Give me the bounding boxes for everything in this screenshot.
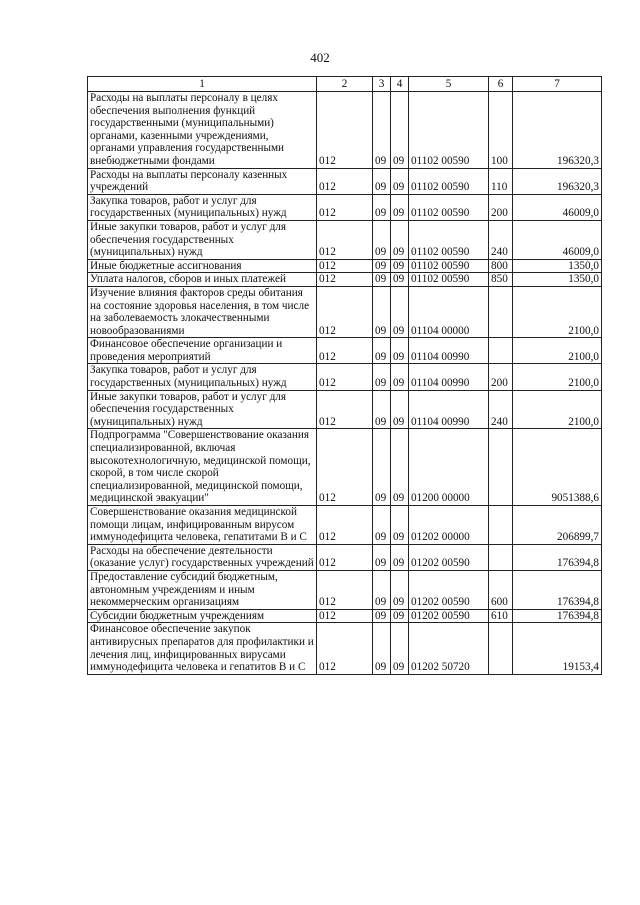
expense-type-code: 240 [489, 390, 513, 429]
header-cell: 6 [489, 77, 513, 92]
row-name: Финансовое обеспечение закупок антивирусных препаратов для профилактики и лечения лиц, инфицированных вирусами иммунодефицита человека и гепатитов В и С [88, 623, 317, 674]
ministry-code: 012 [317, 168, 373, 194]
subsection-code: 09 [391, 609, 409, 623]
row-name: Расходы на выплаты персоналу казенных учреждений [88, 168, 317, 194]
row-name: Расходы на обеспечение деятельности (оказание услуг) государственных учреждений [88, 544, 317, 570]
row-name: Расходы на выплаты персоналу в целях обеспечения выполнения функций государственными (муниципальными) органами, казенными учреждениями, органами управления государственными внебюджетными фондами [88, 92, 317, 169]
expense-type-code: 800 [489, 259, 513, 273]
page-number: 402 [310, 50, 330, 65]
ministry-code: 012 [317, 92, 373, 169]
ministry-code: 012 [317, 544, 373, 570]
table-row [88, 92, 602, 169]
expense-type-code: 200 [489, 364, 513, 390]
section-code: 09 [373, 286, 391, 337]
table-row [88, 609, 602, 623]
subsection-code: 09 [391, 570, 409, 609]
header-cell: 5 [409, 77, 489, 92]
amount: 2100,0 [513, 286, 602, 337]
ministry-code: 012 [317, 570, 373, 609]
target-code: 01102 00590 [409, 168, 489, 194]
row-name: Закупка товаров, работ и услуг для государственных (муниципальных) нужд [88, 364, 317, 390]
amount: 206899,7 [513, 506, 602, 545]
expense-type-code [489, 338, 513, 364]
amount: 2100,0 [513, 364, 602, 390]
subsection-code: 09 [391, 259, 409, 273]
amount: 176394,8 [513, 570, 602, 609]
ministry-code: 012 [317, 390, 373, 429]
expense-type-code [489, 623, 513, 674]
row-name: Закупка товаров, работ и услуг для государственных (муниципальных) нужд [88, 194, 317, 220]
table-row [88, 273, 602, 287]
amount: 9051388,6 [513, 429, 602, 506]
target-code: 01102 00590 [409, 273, 489, 287]
subsection-code: 09 [391, 92, 409, 169]
target-code: 01200 00000 [409, 429, 489, 506]
section-code: 09 [373, 544, 391, 570]
amount: 1350,0 [513, 273, 602, 287]
amount: 176394,8 [513, 544, 602, 570]
target-code: 01202 00590 [409, 609, 489, 623]
row-name: Иные закупки товаров, работ и услуг для обеспечения государственных (муниципальных) нужд [88, 220, 317, 259]
amount: 2100,0 [513, 338, 602, 364]
row-name: Финансовое обеспечение организации и проведения мероприятий [88, 338, 317, 364]
amount: 196320,3 [513, 168, 602, 194]
table-row [88, 259, 602, 273]
section-code: 09 [373, 506, 391, 545]
subsection-code: 09 [391, 168, 409, 194]
amount: 2100,0 [513, 390, 602, 429]
ministry-code: 012 [317, 273, 373, 287]
table-row [88, 506, 602, 545]
row-name: Совершенствование оказания медицинской помощи лицам, инфицированным вирусом иммунодефицита человека, гепатитами В и С [88, 506, 317, 545]
subsection-code: 09 [391, 390, 409, 429]
table-row [88, 220, 602, 259]
section-code: 09 [373, 570, 391, 609]
header-cell: 3 [373, 77, 391, 92]
amount: 19153,4 [513, 623, 602, 674]
section-code: 09 [373, 220, 391, 259]
amount: 176394,8 [513, 609, 602, 623]
table-row [88, 429, 602, 506]
section-code: 09 [373, 273, 391, 287]
table-row [88, 194, 602, 220]
expense-type-code [489, 429, 513, 506]
target-code: 01202 00590 [409, 544, 489, 570]
subsection-code: 09 [391, 506, 409, 545]
row-name: Предоставление субсидий бюджетным, автономным учреждениям и иным некоммерческим организациям [88, 570, 317, 609]
target-code: 01202 50720 [409, 623, 489, 674]
table-row [88, 390, 602, 429]
subsection-code: 09 [391, 364, 409, 390]
section-code: 09 [373, 259, 391, 273]
ministry-code: 012 [317, 609, 373, 623]
target-code: 01104 00990 [409, 390, 489, 429]
row-name: Подпрограмма "Совершенствование оказания специализированной, включая высокотехнологичную, медицинской помощи, скорой, в том числе скорой специализированной, медицинской помощи, медицинской эвакуации" [88, 429, 317, 506]
section-code: 09 [373, 194, 391, 220]
ministry-code: 012 [317, 506, 373, 545]
subsection-code: 09 [391, 429, 409, 506]
row-name: Изучение влияния факторов среды обитания на состояние здоровья населения, в том числе на заболеваемость злокачественными новообразованиями [88, 286, 317, 337]
ministry-code: 012 [317, 338, 373, 364]
row-name: Уплата налогов, сборов и иных платежей [88, 273, 317, 287]
target-code: 01202 00000 [409, 506, 489, 545]
row-name: Субсидии бюджетным учреждениям [88, 609, 317, 623]
header-cell: 2 [317, 77, 373, 92]
header-cell: 1 [88, 77, 317, 92]
subsection-code: 09 [391, 273, 409, 287]
target-code: 01102 00590 [409, 259, 489, 273]
ministry-code: 012 [317, 364, 373, 390]
section-code: 09 [373, 623, 391, 674]
expense-type-code: 600 [489, 570, 513, 609]
row-name: Иные закупки товаров, работ и услуг для обеспечения государственных (муниципальных) нужд [88, 390, 317, 429]
subsection-code: 09 [391, 220, 409, 259]
expense-type-code: 110 [489, 168, 513, 194]
subsection-code: 09 [391, 338, 409, 364]
subsection-code: 09 [391, 286, 409, 337]
amount: 46009,0 [513, 220, 602, 259]
target-code: 01202 00590 [409, 570, 489, 609]
table-row [88, 570, 602, 609]
subsection-code: 09 [391, 544, 409, 570]
expense-type-code: 200 [489, 194, 513, 220]
expense-type-code: 240 [489, 220, 513, 259]
target-code: 01104 00990 [409, 364, 489, 390]
ministry-code: 012 [317, 286, 373, 337]
table-row [88, 286, 602, 337]
section-code: 09 [373, 390, 391, 429]
header-cell: 4 [391, 77, 409, 92]
target-code: 01104 00000 [409, 286, 489, 337]
table-row [88, 623, 602, 674]
target-code: 01102 00590 [409, 194, 489, 220]
ministry-code: 012 [317, 194, 373, 220]
table-row [88, 338, 602, 364]
section-code: 09 [373, 609, 391, 623]
subsection-code: 09 [391, 194, 409, 220]
expense-type-code: 850 [489, 273, 513, 287]
expense-type-code: 610 [489, 609, 513, 623]
section-code: 09 [373, 429, 391, 506]
header-row [88, 77, 602, 92]
section-code: 09 [373, 92, 391, 169]
expense-type-code: 100 [489, 92, 513, 169]
header-cell: 7 [513, 77, 602, 92]
expense-type-code [489, 544, 513, 570]
subsection-code: 09 [391, 623, 409, 674]
section-code: 09 [373, 168, 391, 194]
amount: 196320,3 [513, 92, 602, 169]
target-code: 01102 00590 [409, 92, 489, 169]
row-name: Иные бюджетные ассигнования [88, 259, 317, 273]
amount: 46009,0 [513, 194, 602, 220]
section-code: 09 [373, 364, 391, 390]
section-code: 09 [373, 338, 391, 364]
budget-table [87, 76, 602, 675]
ministry-code: 012 [317, 623, 373, 674]
expense-type-code [489, 506, 513, 545]
target-code: 01102 00590 [409, 220, 489, 259]
ministry-code: 012 [317, 259, 373, 273]
amount: 1350,0 [513, 259, 602, 273]
table-row [88, 168, 602, 194]
ministry-code: 012 [317, 429, 373, 506]
table-row [88, 364, 602, 390]
ministry-code: 012 [317, 220, 373, 259]
table-row [88, 544, 602, 570]
target-code: 01104 00990 [409, 338, 489, 364]
expense-type-code [489, 286, 513, 337]
